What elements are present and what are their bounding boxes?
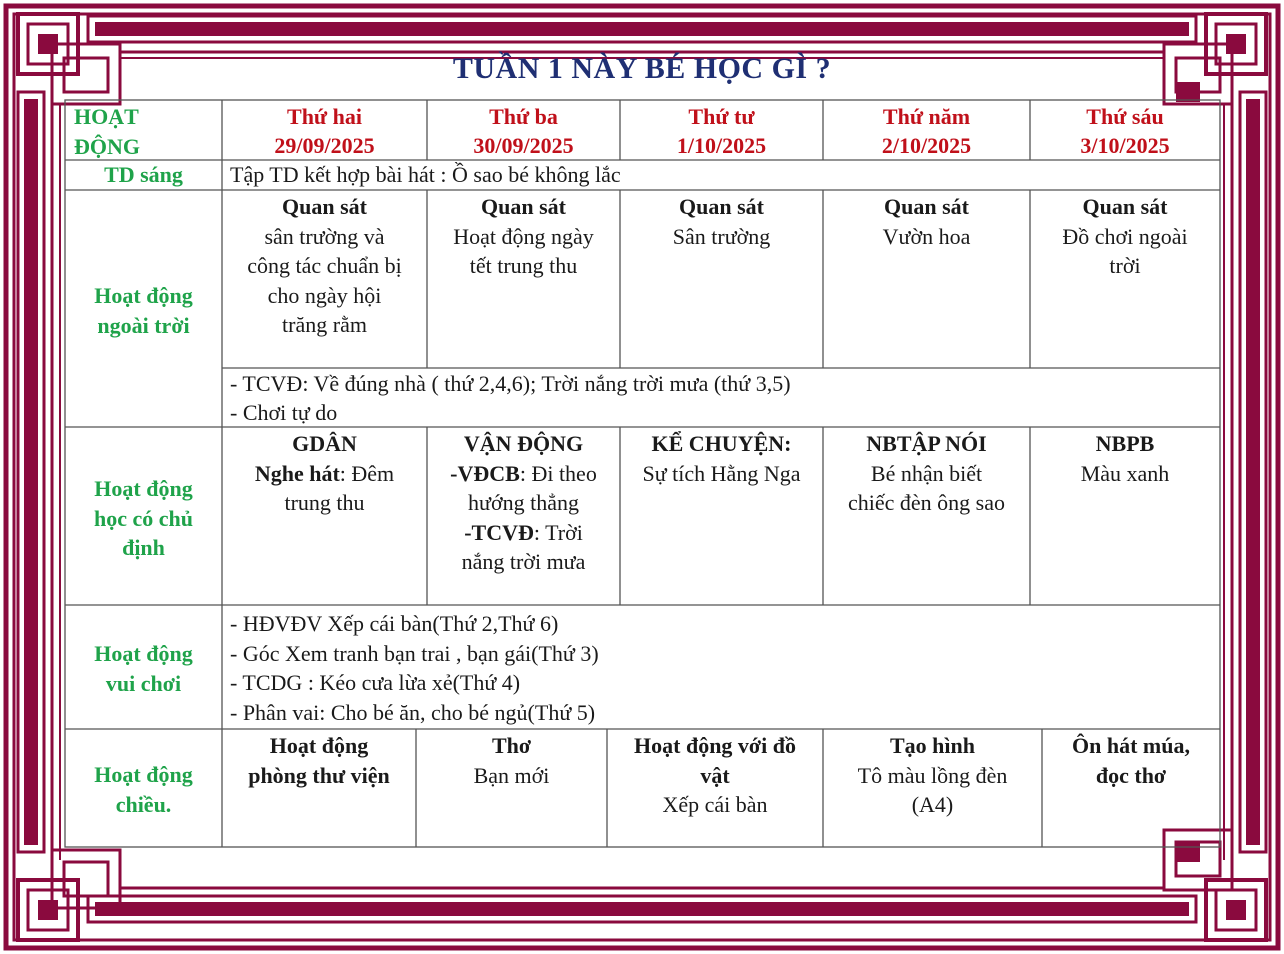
td-sang-text: Tập TD kết hợp bài hát : Ồ sao bé không lắc [230,162,621,187]
day-date: 3/10/2025 [1080,133,1170,158]
lesson-cell-thursday: NBTẬP NÓI Bé nhận biết chiếc đèn ông sao [848,431,1005,515]
day-header-thursday [823,102,1030,160]
page-title: TUẦN 1 NÀY BÉ HỌC GÌ ? [452,52,832,85]
afternoon-cell-wednesday: Hoạt động với đồ vật Xếp cái bàn [634,733,796,817]
day-name: Thứ năm [882,104,971,129]
list-item: - Phân vai: Cho bé ăn, cho bé ngủ(Thứ 5) [230,699,596,725]
day-date: 29/09/2025 [274,133,375,158]
afternoon-cell-monday: Hoạt động phòng thư viện [248,733,390,788]
row-label-afternoon: Hoạt động chiều. [94,762,193,817]
lesson-cell-monday: GDÂN Nghe hát: Đêm trung thu [254,431,395,515]
day-date: 1/10/2025 [676,133,767,158]
list-item: - TCDG : Kéo cưa lừa xẻ(Thứ 4) [230,670,521,695]
outdoor-cell-wednesday: Quan sát Sân trường [672,194,771,249]
outdoor-cell-tuesday: Quan sát Hoạt động ngày tết trung thu [453,194,594,278]
list-item: - Góc Xem tranh bạn trai , bạn gái(Thứ 3) [230,640,599,666]
day-name: Thứ hai [287,104,362,129]
lesson-cell-wednesday: KỂ CHUYỆN: Sự tích Hằng Nga [642,431,801,486]
day-header-monday [222,102,427,160]
afternoon-cell-thursday: Tạo hình Tô màu lồng đèn (A4) [857,733,1008,817]
row-label-outdoor: Hoạt động ngoài trời [94,283,193,338]
play-activities [230,609,1210,727]
afternoon-cell-tuesday: Thơ Bạn mới [473,733,550,788]
day-name: Thứ tư [688,104,755,129]
row-label-play: Hoạt động vui chơi [94,641,193,696]
outdoor-cell-thursday: Quan sát Vườn hoa [882,194,971,249]
afternoon-cell-friday: Ôn hát múa, đọc thơ [1072,733,1190,788]
outdoor-notes: - TCVĐ: Về đúng nhà ( thứ 2,4,6); Trời nắng trời mưa (thứ 3,5) - Chơi tự do [230,371,791,425]
row-label-lesson: Hoạt động học có chủ định [94,476,193,560]
day-date: 30/09/2025 [473,133,574,158]
outdoor-cell-monday: Quan sát sân trường và công tác chuẩn bị cho ngày hội trăng rằm [247,194,402,337]
list-item: - HĐVĐV Xếp cái bàn(Thứ 2,Thứ 6) [230,611,559,636]
day-date: 2/10/2025 [881,133,972,158]
day-header-friday [1030,102,1220,160]
day-header-wednesday [620,102,823,160]
lesson-cell-friday: NBPB Màu xanh [1080,431,1170,486]
corner-label: HOẠT ĐỘNG [74,104,140,159]
day-name: Thứ ba [489,104,558,129]
lesson-cell-tuesday: VẬN ĐỘNG -VĐCB: Đi theo hướng thẳng -TCVĐ: Trời nắng trời mưa [450,431,597,574]
row-label-td-sang: TD sáng [104,162,183,188]
day-header-tuesday [427,102,620,160]
day-name: Thứ sáu [1086,104,1164,129]
outdoor-cell-friday: Quan sát Đồ chơi ngoài trời [1062,194,1188,278]
